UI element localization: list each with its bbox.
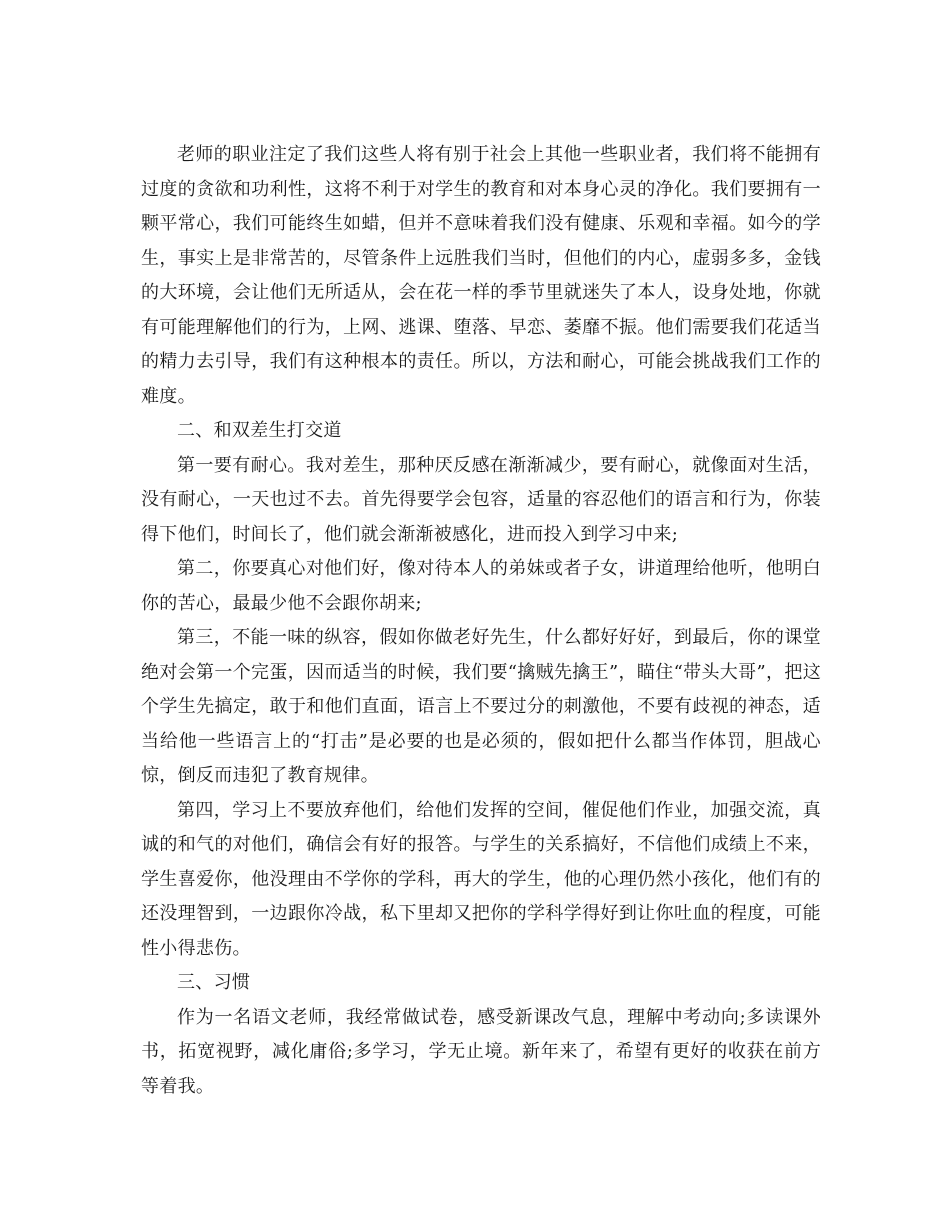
section-heading-poor-students: 二、和双差生打交道 bbox=[177, 420, 342, 441]
document-body bbox=[141, 138, 821, 1104]
paragraph-study-support: 第四，学习上不要放弃他们，给他们发挥的空间，催促他们作业，加强交流，真诚的和气的对他们，确信会有好的报答。与学生的关系搞好，不信他们成绩上不来，学生喜爱你，他没理由不学你的学科，再大的学生，他的心理仍然小孩化，他们有的还没理智到，一边跟你冷战，私下里却又把你的学科学得好到让你吐血的程度，可能性小得悲伤。 bbox=[141, 799, 821, 959]
section-heading-habits: 三、习惯 bbox=[177, 972, 251, 993]
paragraph-teacher-profession: 老师的职业注定了我们这些人将有别于社会上其他一些职业者，我们将不能拥有过度的贪欲和功利性，这将不利于对学生的教育和对本身心灵的净化。我们要拥有一颗平常心，我们可能终生如蜡，但并不意味着我们没有健康、乐观和幸福。如今的学生，事实上是非常苦的，尽管条件上远胜我们当时，但他们的内心，虚弱多多，金钱的大环境，会让他们无所适从，会在花一样的季节里就迷失了本人，设身处地，你就有可能理解他们的行为，上网、逃课、堕落、早恋、萎靡不振。他们需要我们花适当的精力去引导，我们有这种根本的责任。所以，方法和耐心，可能会挑战我们工作的难度。 bbox=[141, 144, 821, 407]
paragraph-chinese-teacher: 作为一名语文老师，我经常做试卷，感受新课改气息，理解中考动向;多读课外书，拓宽视野，减化庸俗;多学习，学无止境。新年来了，希望有更好的收获在前方等着我。 bbox=[141, 1006, 821, 1097]
paragraph-patience: 第一要有耐心。我对差生，那种厌反感在渐渐减少，要有耐心，就像面对生活，没有耐心，一天也过不去。首先得要学会包容，适量的容忍他们的语言和行为，你装得下他们，时间长了，他们就会渐渐被感化，进而投入到学习中来; bbox=[141, 454, 821, 545]
paragraph-sincerity: 第二，你要真心对他们好，像对待本人的弟妹或者子女，讲道理给他听，他明白你的苦心，最最少他不会跟你胡来; bbox=[141, 558, 821, 614]
paragraph-no-indulgence: 第三，不能一味的纵容，假如你做老好先生，什么都好好好，到最后，你的课堂绝对会第一个完蛋，因而适当的时候，我们要“擒贼先擒王”，瞄住“带头大哥”，把这个学生先搞定，敢于和他们直面，语言上不要过分的刺激他，不要有歧视的神态，适当给他一些语言上的“打击”是必要的也是必须的，假如把什么都当作体罚，胆战心惊，倒反而违犯了教育规律。 bbox=[141, 627, 821, 786]
